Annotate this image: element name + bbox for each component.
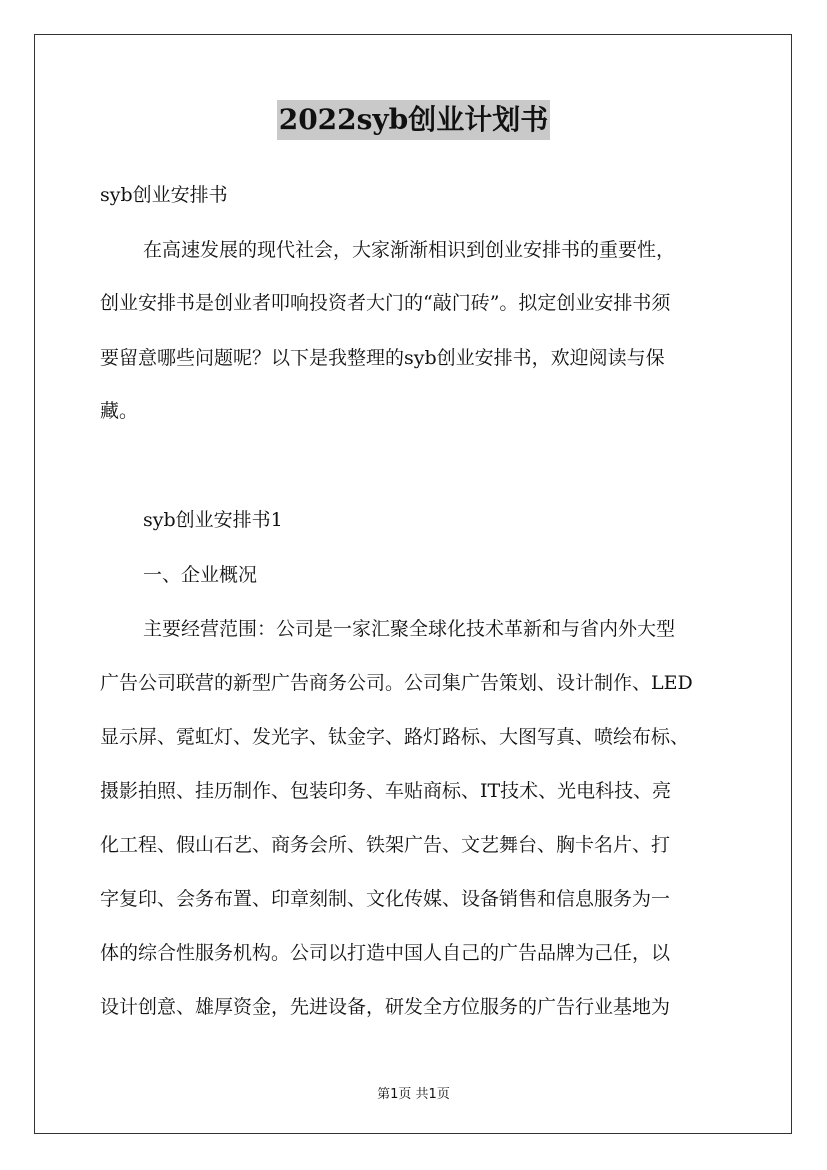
- paragraph-line: 在高速发展的现代社会，大家渐渐相识到创业安排书的重要性，: [143, 239, 676, 261]
- paragraph-line: 创业安排书是创业者叩响投资者大门的“敲门砖”。拟定创业安排书须: [100, 292, 671, 314]
- paragraph-line: 广告公司联营的新型广告商务公司。公司集广告策划、设计制作、LED: [100, 672, 693, 694]
- paragraph-line: 字复印、会务布置、印章刻制、文化传媒、设备销售和信息服务为一: [100, 888, 671, 910]
- page-number-footer: 第1页 共1页: [377, 1087, 450, 1102]
- paragraph-line: 体的综合性服务机构。公司以打造中国人自己的广告品牌为己任，以: [100, 942, 671, 964]
- paragraph-line: 摄影拍照、挂历制作、包装印务、车贴商标、IT技术、光电科技、亮: [100, 780, 672, 802]
- document-title-container: [0, 100, 827, 140]
- paragraph-line: 化工程、假山石艺、商务会所、铁架广告、文艺舞台、胸卡名片、打: [100, 834, 671, 856]
- section-subheading: 一、企业概况: [143, 564, 258, 586]
- section-heading: syb创业安排书1: [143, 509, 283, 531]
- paragraph-line: 显示屏、霓虹灯、发光字、钛金字、路灯路标、大图写真、喷绘布标、: [100, 726, 690, 748]
- paragraph-line: 主要经营范围：公司是一家汇聚全球化技术革新和与省内外大型: [143, 618, 676, 640]
- paragraph-line: 设计创意、雄厚资金，先进设备，研发全方位服务的广告行业基地为: [100, 996, 671, 1018]
- paragraph-line: 要留意哪些问题呢？以下是我整理的syb创业安排书，欢迎阅读与保: [100, 347, 665, 369]
- subtitle-line: syb创业安排书: [100, 184, 228, 206]
- document-title: 2022syb创业计划书: [277, 100, 551, 140]
- paragraph-line: 藏。: [100, 400, 139, 422]
